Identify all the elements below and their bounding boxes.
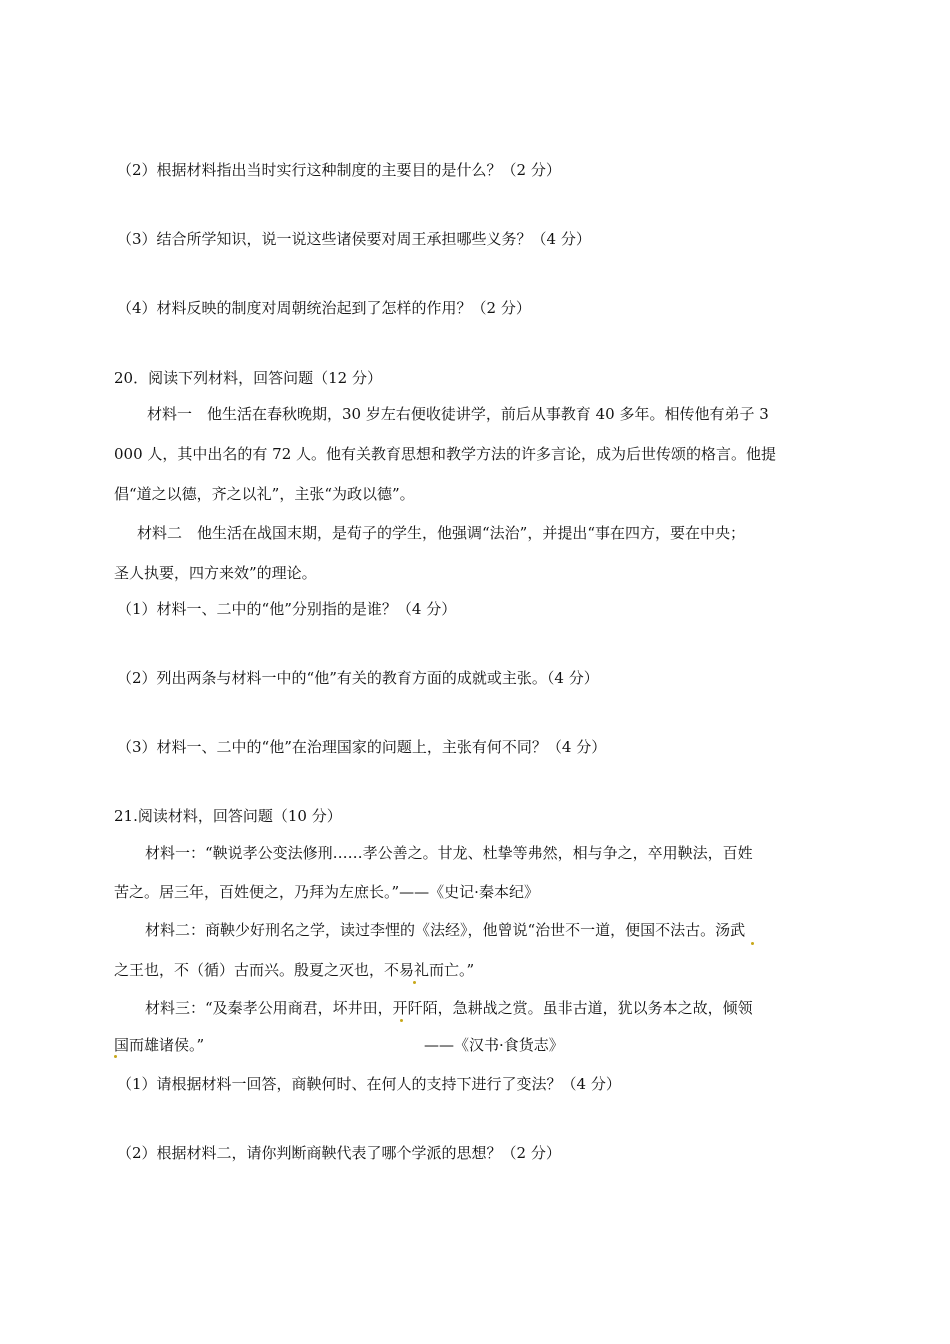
q21-material-3-source: ——《汉书·食货志》	[424, 1036, 564, 1054]
q20-material-1-line-2: 000 人，其中出名的有 72 人。他有关教育思想和教学方法的许多言论，成为后世传颂的格言。他提	[114, 445, 777, 463]
q20-material-1-line-3: 倡“道之以德，齐之以礼”，主张“为政以德”。	[114, 485, 415, 503]
q21-material-2-line-1: 材料二：商鞅少好刑名之学，读过李悝的《法经》，他曾说“治世不一道，便国不法古。汤武	[145, 921, 746, 939]
q21-sub-question-2: （2）根据材料二，请你判断商鞅代表了哪个学派的思想？（2 分）	[117, 1144, 561, 1162]
q19-sub-question-2: （2）根据材料指出当时实行这种制度的主要目的是什么？（2 分）	[117, 161, 561, 179]
q19-sub-question-4: （4）材料反映的制度对周朝统治起到了怎样的作用？（2 分）	[117, 299, 531, 317]
q20-sub-question-2: （2）列出两条与材料一中的“他”有关的教育方面的成就或主张。（4 分）	[117, 669, 599, 687]
q20-material-2-line-1: 材料二 他生活在战国末期，是荀子的学生，他强调“法治”，并提出“事在四方，要在中央；	[137, 524, 746, 542]
q21-material-3-line-1: 材料三：“及秦孝公用商君，坏井田，开阡陌，急耕战之赏。虽非古道，犹以务本之故，倾领	[145, 999, 753, 1017]
q21-sub-question-1: （1）请根据材料一回答，商鞅何时、在何人的支持下进行了变法？（4 分）	[117, 1075, 621, 1093]
q20-material-1-line-1: 材料一 他生活在春秋晚期，30 岁左右便收徒讲学，前后从事教育 40 多年。相传他有弟子 3	[147, 405, 769, 423]
q21-heading: 21.阅读材料，回答问题（10 分）	[114, 807, 342, 825]
q21-material-2-line-2: 之王也，不（循）古而兴。殷夏之灭也，不易礼而亡。”	[114, 961, 475, 979]
q20-heading: 20．阅读下列材料，回答问题（12 分）	[114, 369, 382, 387]
emphasis-dot	[400, 1019, 403, 1022]
q21-material-3-line-2: 国而雄诸侯。”	[114, 1036, 205, 1054]
q21-material-1-line-2: 苦之。居三年，百姓便之，乃拜为左庶长。”——《史记·秦本纪》	[114, 883, 539, 901]
emphasis-dot	[114, 1055, 117, 1058]
emphasis-dot	[751, 942, 754, 945]
emphasis-dot	[413, 981, 416, 984]
q20-material-2-line-2: 圣人执要，四方来效”的理论。	[114, 564, 317, 582]
q20-sub-question-3: （3）材料一、二中的“他”在治理国家的问题上，主张有何不同？（4 分）	[117, 738, 607, 756]
q21-material-1-line-1: 材料一：“鞅说孝公变法修刑……孝公善之。甘龙、杜挚等弗然，相与争之，卒用鞅法，百姓	[145, 844, 753, 862]
q19-sub-question-3: （3）结合所学知识，说一说这些诸侯要对周王承担哪些义务？（4 分）	[117, 230, 591, 248]
q20-sub-question-1: （1）材料一、二中的“他”分别指的是谁？（4 分）	[117, 600, 457, 618]
